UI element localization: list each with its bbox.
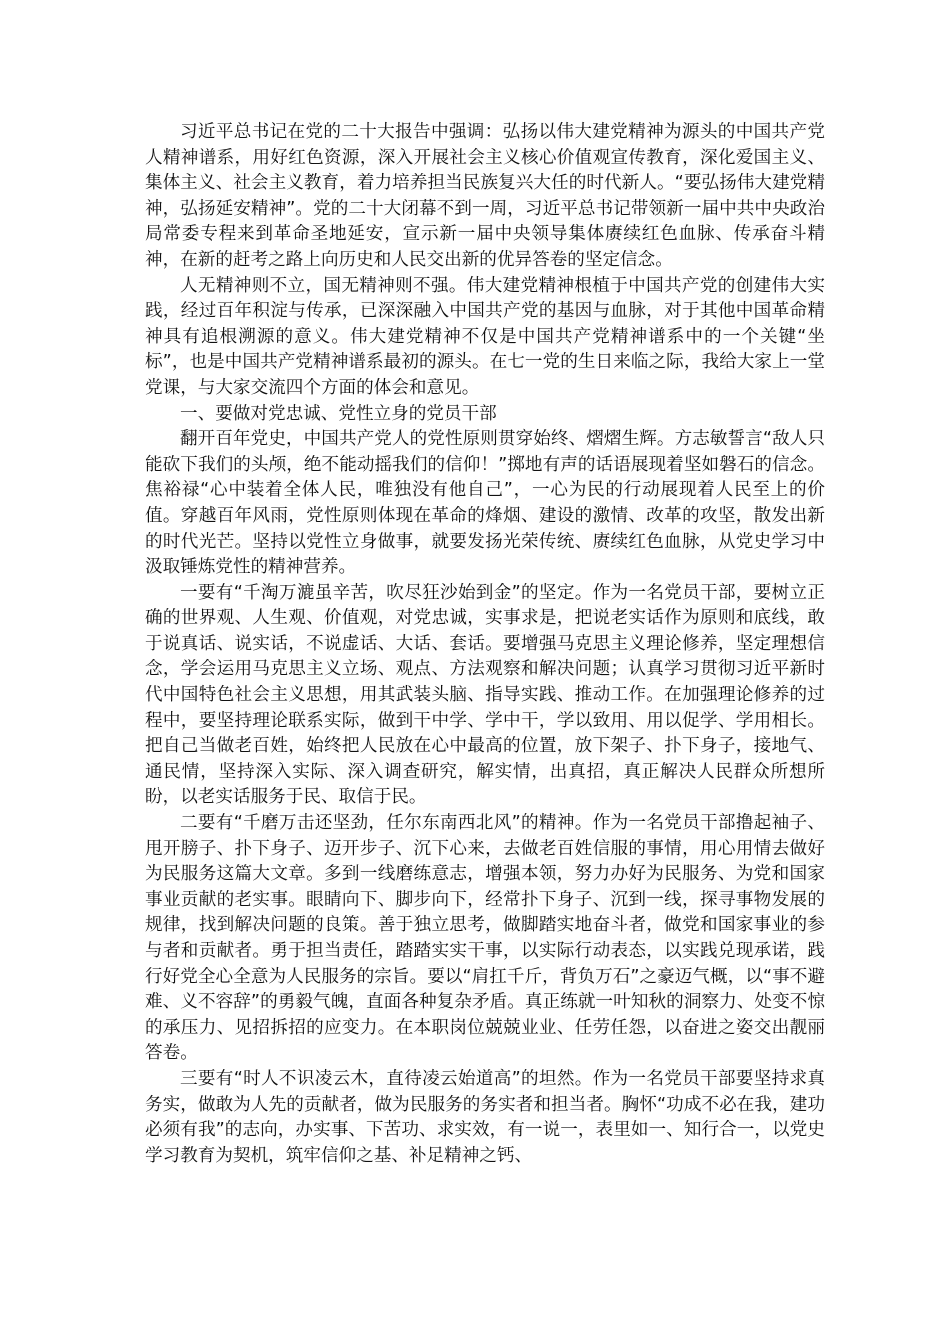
paragraph-point-2: 二要有“千磨万击还坚劲，任尔东南西北风”的精神。作为一名党员干部撸起袖子、甩开膀子、扑下身子、迈开步子、沉下心来，去做老百姓信服的事情，用心用情去做好为民服务这篇大文章。多到一线磨练意志，增强本领，努力办好为民服务、为党和国家事业贡献的老实事。眼睛向下、脚步向下，经常扑下身子、沉到一线，探寻事物发展的规律，找到解决问题的良策。善于独立思考，做脚踏实地奋斗者，做党和国家事业的参与者和贡献者。勇于担当责任，踏踏实实干事，以实际行动表态，以实践兑现承诺，践行好党全心全意为人民服务的宗旨。要以“肩扛千斤，背负万石”之豪迈气概，以“事不避难、义不容辞”的勇毅气魄，直面各种复杂矛盾。真正练就一叶知秋的洞察力、处变不惊的承压力、见招拆招的应变力。在本职岗位兢兢业业、任劳任怨，以奋进之姿交出靓丽答卷。 (145, 813, 825, 1064)
paragraph-point-1: 一要有“千淘万漉虽辛苦，吹尽狂沙始到金”的坚定。作为一名党员干部，要树立正确的世界观、人生观、价值观，对党忠诚，实事求是，把说老实话作为原则和底线，敢于说真话、说实话，不说虚话、大话、套话。要增强马克思主义理论修养，坚定理想信念，学会运用马克思主义立场、观点、方法观察和解决问题；认真学习贯彻习近平新时代中国特色社会主义思想，用其武装头脑、指导实践、推动工作。在加强理论修养的过程中，要坚持理论联系实际，做到干中学、学中干，学以致用、用以促学、学用相长。把自己当做老百姓，始终把人民放在心中最高的位置，放下架子、扑下身子，接地气、通民情，坚持深入实际、深入调查研究，解实情，出真招，真正解决人民群众所想所盼，以老实话服务于民、取信于民。 (145, 582, 825, 808)
document-body (145, 120, 825, 1169)
paragraph-party-history: 翻开百年党史，中国共产党人的党性原则贯穿始终、熠熠生辉。方志敏誓言“敌人只能砍下我们的头颅，绝不能动摇我们的信仰！”掷地有声的话语展现着坚如磐石的信念。焦裕禄“心中装着全体人民，唯独没有他自己”，一心为民的行动展现着人民至上的价值。穿越百年风雨，党性原则体现在革命的烽烟、建设的激情、改革的攻坚，散发出新的时代光芒。坚持以党性立身做事，就要发扬光荣传统、赓续红色血脉，从党史学习中汲取锤炼党性的精神营养。 (145, 429, 825, 578)
paragraph-spirit: 人无精神则不立，国无精神则不强。伟大建党精神根植于中国共产党的创建伟大实践，经过百年积淀与传承，已深深融入中国共产党的基因与血脉，对于其他中国革命精神具有追根溯源的意义。伟大建党精神不仅是中国共产党精神谱系中的一个关键“坐标”，也是中国共产党精神谱系最初的源头。在七一党的生日来临之际，我给大家上一堂党课，与大家交流四个方面的体会和意见。 (145, 275, 825, 398)
section-heading-1: 一、要做对党忠诚、党性立身的党员干部 (180, 403, 497, 424)
paragraph-intro: 习近平总书记在党的二十大报告中强调：弘扬以伟大建党精神为源头的中国共产党人精神谱系，用好红色资源，深入开展社会主义核心价值观宣传教育，深化爱国主义、集体主义、社会主义教育，着力培养担当民族复兴大任的时代新人。“要弘扬伟大建党精神，弘扬延安精神”。党的二十大闭幕不到一周，习近平总书记带领新一届中共中央政治局常委专程来到革命圣地延安，宣示新一届中央领导集体赓续红色血脉、传承奋斗精神，在新的赶考之路上向历史和人民交出新的优异答卷的坚定信念。 (145, 122, 825, 270)
paragraph-point-3: 三要有“时人不识凌云木，直待凌云始道高”的坦然。作为一名党员干部要坚持求真务实，做敢为人先的贡献者，做为民服务的务实者和担当者。胸怀“功成不必在我，建功必须有我”的志向，办实事、下苦功、求实效，有一说一，表里如一、知行合一，以党史学习教育为契机，筑牢信仰之基、补足精神之钙、 (145, 1068, 825, 1166)
